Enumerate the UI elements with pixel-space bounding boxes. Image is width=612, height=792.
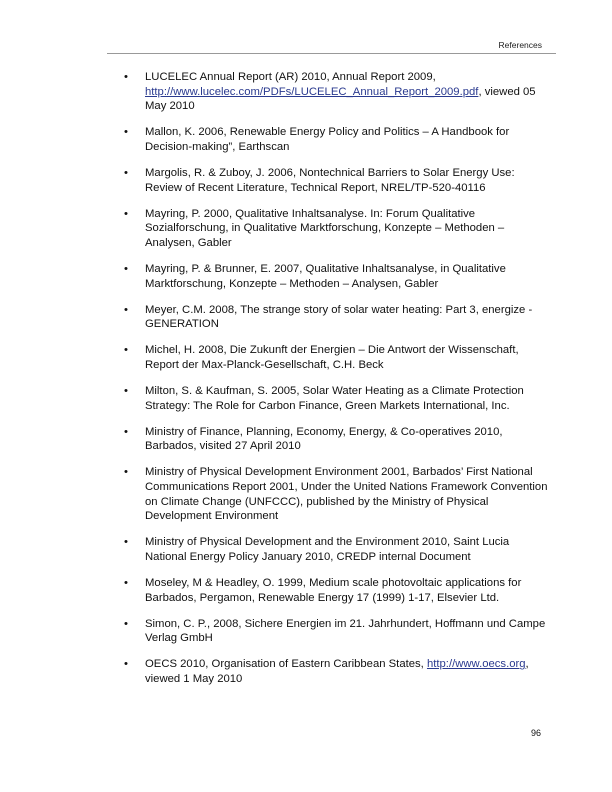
reference-text: Ministry of Physical Development and the Environment 2010, Saint Lucia: [145, 536, 510, 549]
bullet-icon: •: [124, 344, 128, 357]
reference-line: [145, 181, 558, 196]
reference-text: Review of Recent Literature, Technical Report, NREL/TP-520-40116: [145, 181, 486, 194]
reference-text: Analysen, Gabler: [145, 236, 232, 249]
reference-text: Verlag GmbH: [145, 632, 213, 645]
reference-item: [118, 166, 558, 195]
reference-link[interactable]: http://www.lucelec.com/PDFs/LUCELEC_Annual_Report_2009.pdf: [145, 85, 479, 98]
reference-line: [145, 617, 558, 632]
bullet-icon: •: [124, 166, 128, 179]
bullet-icon: •: [124, 71, 128, 83]
reference-text: on Climate Change (UNFCCC), published by the Ministry of Physical: [145, 495, 489, 508]
reference-line: [145, 140, 558, 155]
reference-item: [118, 535, 558, 564]
reference-line: [145, 465, 558, 480]
reference-line: [145, 631, 558, 646]
reference-line: [145, 399, 558, 414]
page-number: 96: [531, 728, 542, 738]
reference-text: Development Environment: [145, 510, 279, 523]
reference-line: [145, 236, 558, 251]
bullet-icon: •: [124, 303, 128, 316]
bullet-icon: •: [124, 658, 128, 671]
reference-line: [145, 591, 558, 606]
reference-line: [145, 166, 558, 181]
reference-line: [145, 303, 558, 318]
bullet-icon: •: [124, 385, 128, 397]
reference-line: [145, 495, 558, 510]
reference-text: Mayring, P. 2000, Qualitative Inhaltsanalyse. In: Forum Qualitative: [145, 207, 476, 220]
reference-line: [145, 99, 558, 114]
reference-item: [118, 617, 558, 646]
reference-item: [118, 262, 558, 291]
reference-line: [145, 317, 558, 332]
reference-line: [145, 125, 558, 140]
reference-item: [118, 125, 558, 154]
reference-text: Mallon, K. 2006, Renewable Energy Policy and Politics – A Handbook for: [145, 126, 510, 139]
reference-line: [145, 343, 558, 358]
reference-item: [118, 343, 558, 372]
reference-item: [118, 303, 558, 332]
reference-text: Moseley, M & Headley, O. 1999, Medium scale photovoltaic applications for: [145, 576, 522, 589]
reference-text: , viewed 05: [478, 85, 536, 98]
reference-text: Ministry of Finance, Planning, Economy, Energy, & Co-operatives 2010,: [145, 425, 503, 438]
reference-item: [118, 425, 558, 454]
reference-line: [145, 672, 558, 687]
reference-list: [118, 70, 558, 698]
reference-text: Decision-making”, Earthscan: [145, 140, 290, 153]
reference-text: Marktforschung, Konzepte – Methoden – Analysen, Gabler: [145, 277, 439, 290]
reference-item: [118, 576, 558, 605]
reference-text: ,: [525, 658, 529, 671]
reference-text: Sozialforschung, in Qualitative Marktforschung, Konzepte – Methoden –: [145, 222, 505, 235]
reference-item: [118, 657, 558, 686]
bullet-icon: •: [124, 207, 128, 220]
reference-text: Meyer, C.M. 2008, The strange story of solar water heating: Part 3, energize -: [145, 303, 533, 316]
reference-item: [118, 70, 558, 114]
reference-line: [145, 535, 558, 550]
reference-line: [145, 509, 558, 524]
reference-line: [145, 576, 558, 591]
reference-text: Milton, S. & Kaufman, S. 2005, Solar Water Heating as a Climate Protection: [145, 385, 524, 397]
reference-line: [145, 439, 558, 454]
reference-link[interactable]: http://www.oecs.org: [426, 658, 526, 671]
reference-item: [118, 384, 558, 413]
reference-text: Ministry of Physical Development Environment 2001, Barbados’ First National: [145, 466, 533, 479]
bullet-icon: •: [124, 466, 128, 479]
reference-line: [145, 480, 558, 495]
reference-line: [145, 262, 558, 277]
reference-line: [145, 358, 558, 373]
reference-text: GENERATION: [145, 318, 219, 331]
reference-line: [145, 425, 558, 440]
reference-text: May 2010: [145, 100, 195, 113]
reference-line: [145, 550, 558, 565]
reference-text: OECS 2010, Organisation of Eastern Caribbean States,: [145, 658, 427, 671]
reference-text: LUCELEC Annual Report (AR) 2010, Annual Report 2009,: [145, 71, 436, 83]
reference-text: Communications Report 2001, Under the United Nations Framework Convention: [145, 480, 548, 493]
bullet-icon: •: [124, 126, 128, 139]
reference-line: [145, 384, 558, 399]
reference-item: [118, 207, 558, 251]
bullet-icon: •: [124, 576, 128, 589]
reference-text: Michel, H. 2008, Die Zukunft der Energien – Die Antwort der Wissenschaft,: [145, 344, 519, 357]
reference-text: viewed 1 May 2010: [145, 672, 243, 685]
reference-text: Report der Max-Planck-Gesellschaft, C.H. Beck: [145, 358, 384, 371]
reference-line: [145, 70, 558, 85]
running-header: References: [498, 40, 542, 50]
reference-line: [145, 221, 558, 236]
header-rule: [107, 53, 556, 54]
bullet-icon: •: [124, 425, 128, 438]
reference-line: [145, 657, 558, 672]
reference-text: Barbados, visited 27 April 2010: [145, 440, 301, 453]
bullet-icon: •: [124, 262, 128, 275]
reference-text: Strategy: The Role for Carbon Finance, Green Markets International, Inc.: [145, 399, 510, 412]
bullet-icon: •: [124, 536, 128, 549]
reference-text: National Energy Policy January 2010, CREDP internal Document: [145, 550, 471, 563]
reference-line: [145, 207, 558, 222]
reference-text: Barbados, Pergamon, Renewable Energy 17 (1999) 1-17, Elsevier Ltd.: [145, 591, 500, 604]
reference-item: [118, 465, 558, 523]
reference-text: Simon, C. P., 2008, Sichere Energien im 21. Jahrhundert, Hoffmann und Campe: [145, 617, 546, 630]
bullet-icon: •: [124, 617, 128, 630]
reference-text: Margolis, R. & Zuboy, J. 2006, Nontechnical Barriers to Solar Energy Use:: [145, 166, 515, 179]
reference-line: [145, 85, 558, 100]
reference-text: Mayring, P. & Brunner, E. 2007, Qualitative Inhaltsanalyse, in Qualitative: [145, 262, 506, 275]
reference-line: [145, 277, 558, 292]
